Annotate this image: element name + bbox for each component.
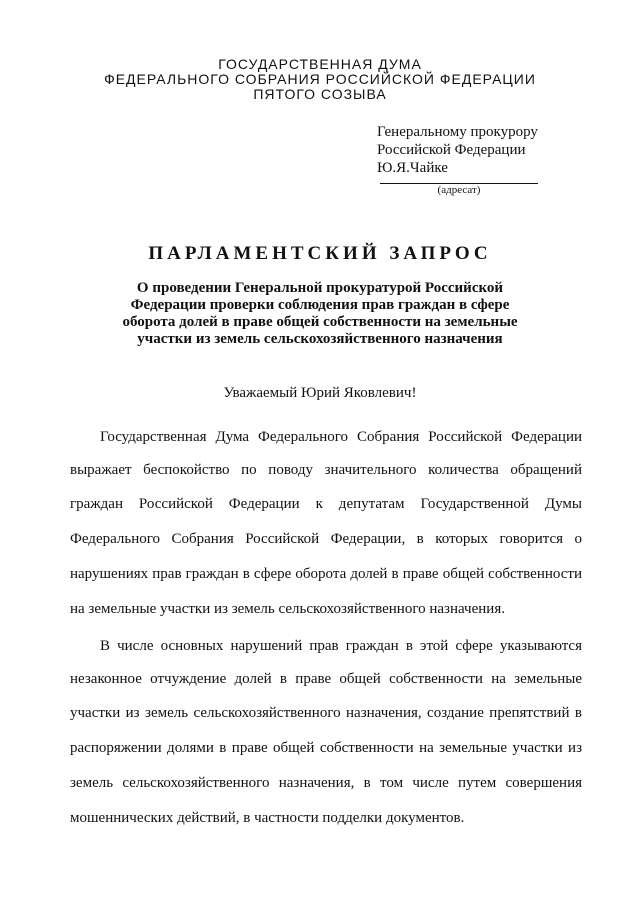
subject-line: оборота долей в праве общей собственности на земельные bbox=[122, 314, 518, 330]
addressee-line-3: Ю.Я.Чайке bbox=[377, 160, 448, 176]
paragraph-line: Государственная Дума Федерального Собрания Российской Федерации bbox=[100, 429, 582, 445]
paragraph-line: граждан Российской Федерации к депутатам Государственной Думы bbox=[70, 496, 582, 512]
addressee-line-1: Генеральному прокурору bbox=[377, 124, 538, 140]
addressee-line-2: Российской Федерации bbox=[377, 142, 526, 158]
paragraph-line: распоряжении долями в праве общей собственности на земельные участки из bbox=[70, 740, 582, 756]
header-line-2: ФЕДЕРАЛЬНОГО СОБРАНИЯ РОССИЙСКОЙ ФЕДЕРАЦИИ bbox=[104, 71, 536, 87]
document-title: ПАРЛАМЕНТСКИЙ ЗАПРОС bbox=[148, 243, 492, 264]
addressee-block bbox=[377, 123, 538, 177]
paragraph-line: земель сельскохозяйственного назначения, в том числе путем совершения bbox=[70, 775, 582, 791]
header-line-3: ПЯТОГО СОЗЫВА bbox=[253, 86, 387, 102]
subject-block bbox=[90, 280, 550, 348]
paragraph-line: участки из земель сельскохозяйственного назначения, создание препятствий в bbox=[70, 705, 582, 721]
subject-line: Федерации проверки соблюдения прав граждан в сфере bbox=[130, 297, 510, 313]
addressee-caption: (адресат) bbox=[437, 184, 481, 196]
header-line-1: ГОСУДАРСТВЕННАЯ ДУМА bbox=[218, 56, 422, 72]
subject-line: участки из земель сельскохозяйственного назначения bbox=[137, 331, 503, 347]
paragraph-line: мошеннических действий, в частности подделки документов. bbox=[70, 810, 465, 826]
paragraph-line: на земельные участки из земель сельскохозяйственного назначения. bbox=[70, 601, 505, 617]
paragraph-line: незаконное отчуждение долей в праве общей собственности на земельные bbox=[70, 671, 582, 687]
salutation: Уважаемый Юрий Яковлевич! bbox=[223, 385, 417, 401]
paragraph-line: нарушениях прав граждан в сфере оборота долей в праве общей собственности bbox=[70, 566, 582, 582]
paragraph-line: выражает беспокойство по поводу значительного количества обращений bbox=[70, 462, 582, 478]
subject-line: О проведении Генеральной прокуратурой Российской bbox=[136, 280, 504, 296]
paragraph-line: В числе основных нарушений прав граждан в этой сфере указываются bbox=[100, 638, 582, 654]
paragraph-line: Федерального Собрания Российской Федерации, в которых говорится о bbox=[70, 531, 582, 547]
